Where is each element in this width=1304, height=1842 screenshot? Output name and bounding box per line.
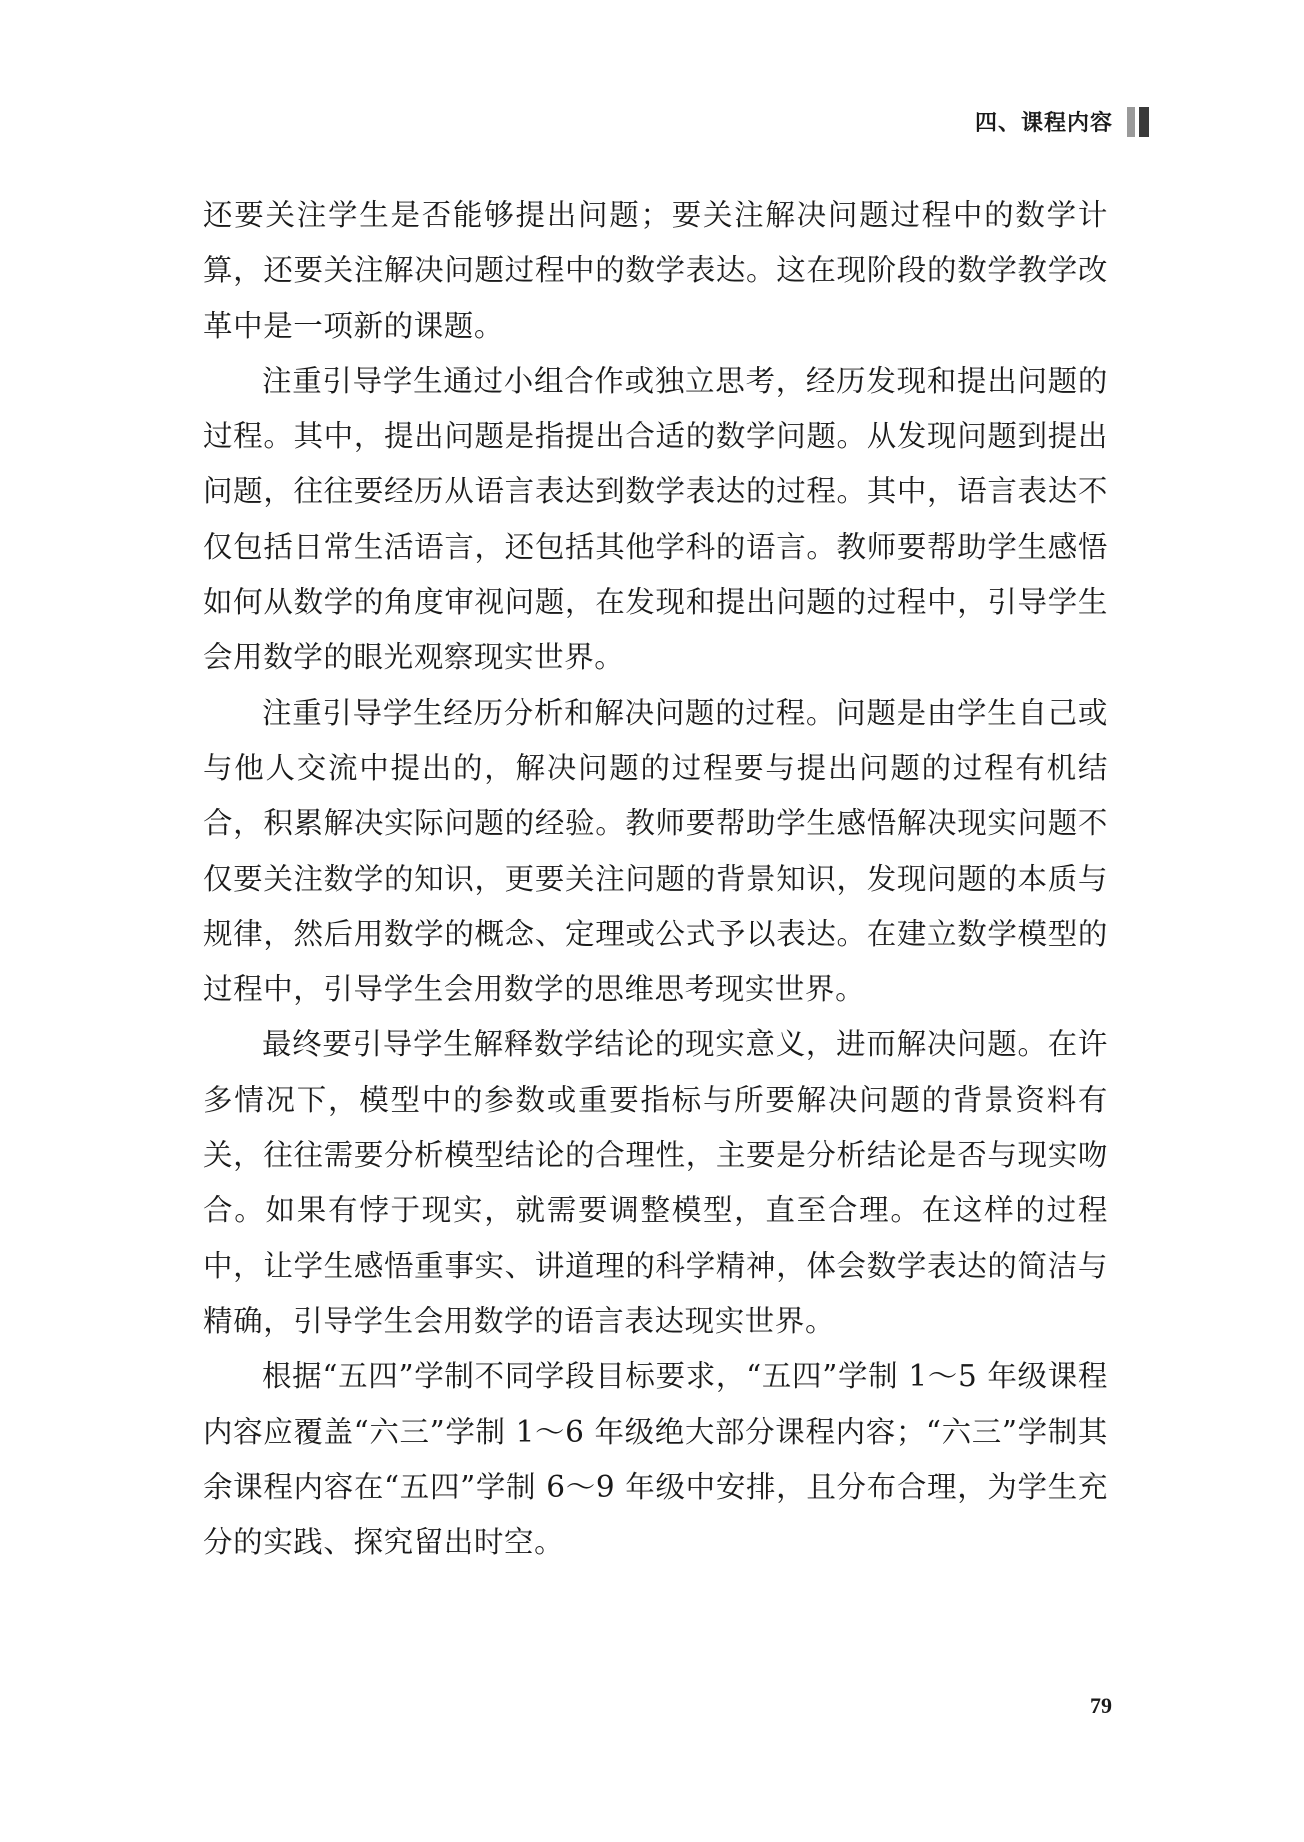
- body-text: [203, 188, 1108, 1570]
- paragraph-continued: 还要关注学生是否能够提出问题；要关注解决问题过程中的数学计算，还要关注解决问题过程中的数学表达。这在现阶段的数学教学改革中是一项新的课题。: [203, 198, 1108, 343]
- double-bar-marker-icon: [1127, 107, 1149, 137]
- paragraph: 注重引导学生经历分析和解决问题的过程。问题是由学生自己或与他人交流中提出的，解决问题的过程要与提出问题的过程有机结合，积累解决实际问题的经验。教师要帮助学生感悟解决现实问题不仅要关注数学的知识，更要关注问题的背景知识，发现问题的本质与规律，然后用数学的概念、定理或公式予以表达。在建立数学模型的过程中，引导学生会用数学的思维思考现实世界。: [203, 695, 1108, 1007]
- paragraph: 最终要引导学生解释数学结论的现实意义，进而解决问题。在许多情况下，模型中的参数或重要指标与所要解决问题的背景资料有关，往往需要分析模型结论的合理性，主要是分析结论是否与现实吻合。如果有悖于现实，就需要调整模型，直至合理。在这样的过程中，让学生感悟重事实、讲道理的科学精神，体会数学表达的简洁与精确，引导学生会用数学的语言表达现实世界。: [203, 1027, 1108, 1338]
- running-head-title: 四、课程内容: [974, 111, 1113, 136]
- marker-bar-dark: [1139, 107, 1149, 137]
- running-head: [975, 106, 1149, 137]
- paragraph: 根据“五四”学制不同学段目标要求，“五四”学制 1～5 年级课程内容应覆盖“六三”学制 1～6 年级绝大部分课程内容；“六三”学制其余课程内容在“五四”学制 6～9 年级中安排，且分布合理，为学生充分的实践、探究留出时空。: [203, 1359, 1108, 1560]
- marker-bar-light: [1127, 107, 1135, 137]
- paragraph: 注重引导学生通过小组合作或独立思考，经历发现和提出问题的过程。其中，提出问题是指提出合适的数学问题。从发现问题到提出问题，往往要经历从语言表达到数学表达的过程。其中，语言表达不仅包括日常生活语言，还包括其他学科的语言。教师要帮助学生感悟如何从数学的角度审视问题，在发现和提出问题的过程中，引导学生会用数学的眼光观察现实世界。: [203, 363, 1108, 675]
- page-number: 79: [1090, 1693, 1112, 1718]
